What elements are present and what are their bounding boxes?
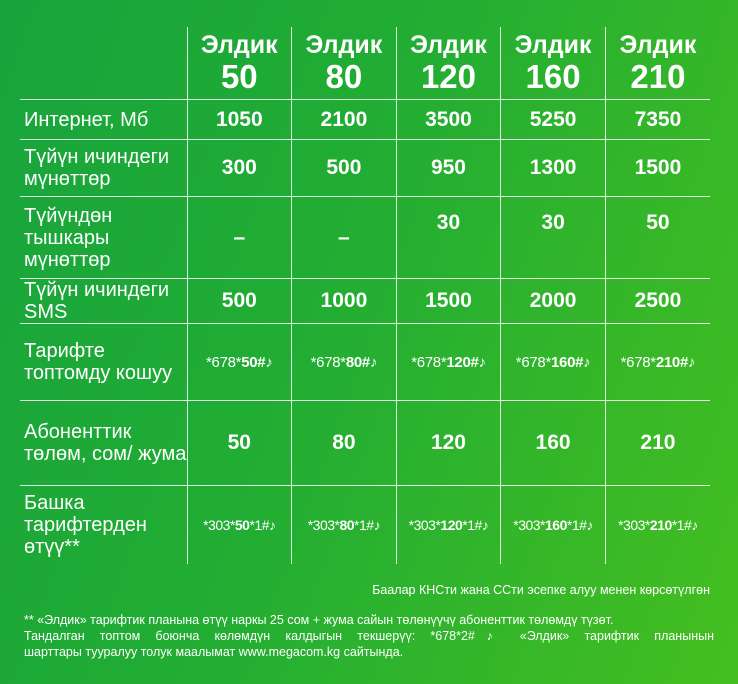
table-cell: 50 (187, 401, 292, 486)
ussd-code: *678*210#♪ (605, 324, 710, 401)
footnote-line-1: ** «Элдик» тарифтик планына өтүү наркы 25 сом + жума сайын төлөнүүчү абоненттик төлөмдү түзөт. (24, 613, 614, 627)
plan-header-210: Элдик 210 (605, 27, 710, 100)
switch-row (20, 486, 710, 564)
ussd-code: *678*50#♪ (187, 324, 292, 401)
table-cell: 2100 (292, 100, 397, 140)
in-net-sms-row (20, 279, 710, 324)
row-label: Түйүн ичиндеги мүнөттөр (20, 140, 187, 197)
off-net-minutes-row (20, 197, 710, 279)
header-row (20, 27, 710, 100)
ussd-code: *678*160#♪ (501, 324, 606, 401)
in-net-minutes-row (20, 140, 710, 197)
table-cell: 7350 (605, 100, 710, 140)
ussd-code: *678*120#♪ (396, 324, 501, 401)
table-cell: 2500 (605, 279, 710, 324)
table-cell: 950 (396, 140, 501, 197)
table-cell: 30 (501, 197, 606, 279)
plan-header-80: Элдик 80 (292, 27, 397, 100)
table-cell: 1050 (187, 100, 292, 140)
table-cell: 2000 (501, 279, 606, 324)
ussd-code: *303*50*1#♪ (187, 486, 292, 564)
footnote-line-2: Тандалган топтом боюнча көлөмдүн калдыгын текшерүү: *678*2#♪ «Элдик» тарифтик планынын (24, 629, 714, 643)
ussd-code: *303*120*1#♪ (396, 486, 501, 564)
table-cell: 1500 (605, 140, 710, 197)
header-blank-cell (20, 27, 187, 100)
row-label: Интернет, Мб (20, 100, 187, 140)
plan-header-160: Элдик 160 (501, 27, 606, 100)
row-label: Тарифте топтомду кошуу (20, 324, 187, 401)
ussd-code: *678*80#♪ (292, 324, 397, 401)
table-cell: – (187, 197, 292, 279)
row-label: Башка тарифтерден өтүү** (20, 486, 187, 564)
table-cell: 160 (501, 401, 606, 486)
table-cell: 500 (187, 279, 292, 324)
footnote-line-3: шарттары тууралуу толук маалымат www.megacom.kg сайтында. (24, 645, 404, 659)
table-cell: 1300 (501, 140, 606, 197)
prices-note: Баалар КНСти жана ССти эсепке алуу менен көрсөтүлгөн (372, 583, 710, 597)
table-cell: – (292, 197, 397, 279)
activate-row (20, 324, 710, 401)
table-cell: 120 (396, 401, 501, 486)
table-cell: 1000 (292, 279, 397, 324)
ussd-code: *303*80*1#♪ (292, 486, 397, 564)
ussd-code: *303*160*1#♪ (501, 486, 606, 564)
table-cell: 300 (187, 140, 292, 197)
table-cell: 3500 (396, 100, 501, 140)
row-label: Түйүндөн тышкары мүнөттөр (20, 197, 187, 279)
table-cell: 210 (605, 401, 710, 486)
row-label: Түйүн ичиндеги SMS (20, 279, 187, 324)
tariff-table (20, 27, 710, 564)
table-cell: 30 (396, 197, 501, 279)
ussd-code: *303*210*1#♪ (605, 486, 710, 564)
table-cell: 1500 (396, 279, 501, 324)
table-cell: 5250 (501, 100, 606, 140)
row-label: Абоненттик төлөм, сом/ жума (20, 401, 187, 486)
plan-header-50: Элдик 50 (187, 27, 292, 100)
table-cell: 500 (292, 140, 397, 197)
fee-row (20, 401, 710, 486)
plan-header-120: Элдик 120 (396, 27, 501, 100)
table-cell: 80 (292, 401, 397, 486)
internet-row (20, 100, 710, 140)
table-cell: 50 (605, 197, 710, 279)
